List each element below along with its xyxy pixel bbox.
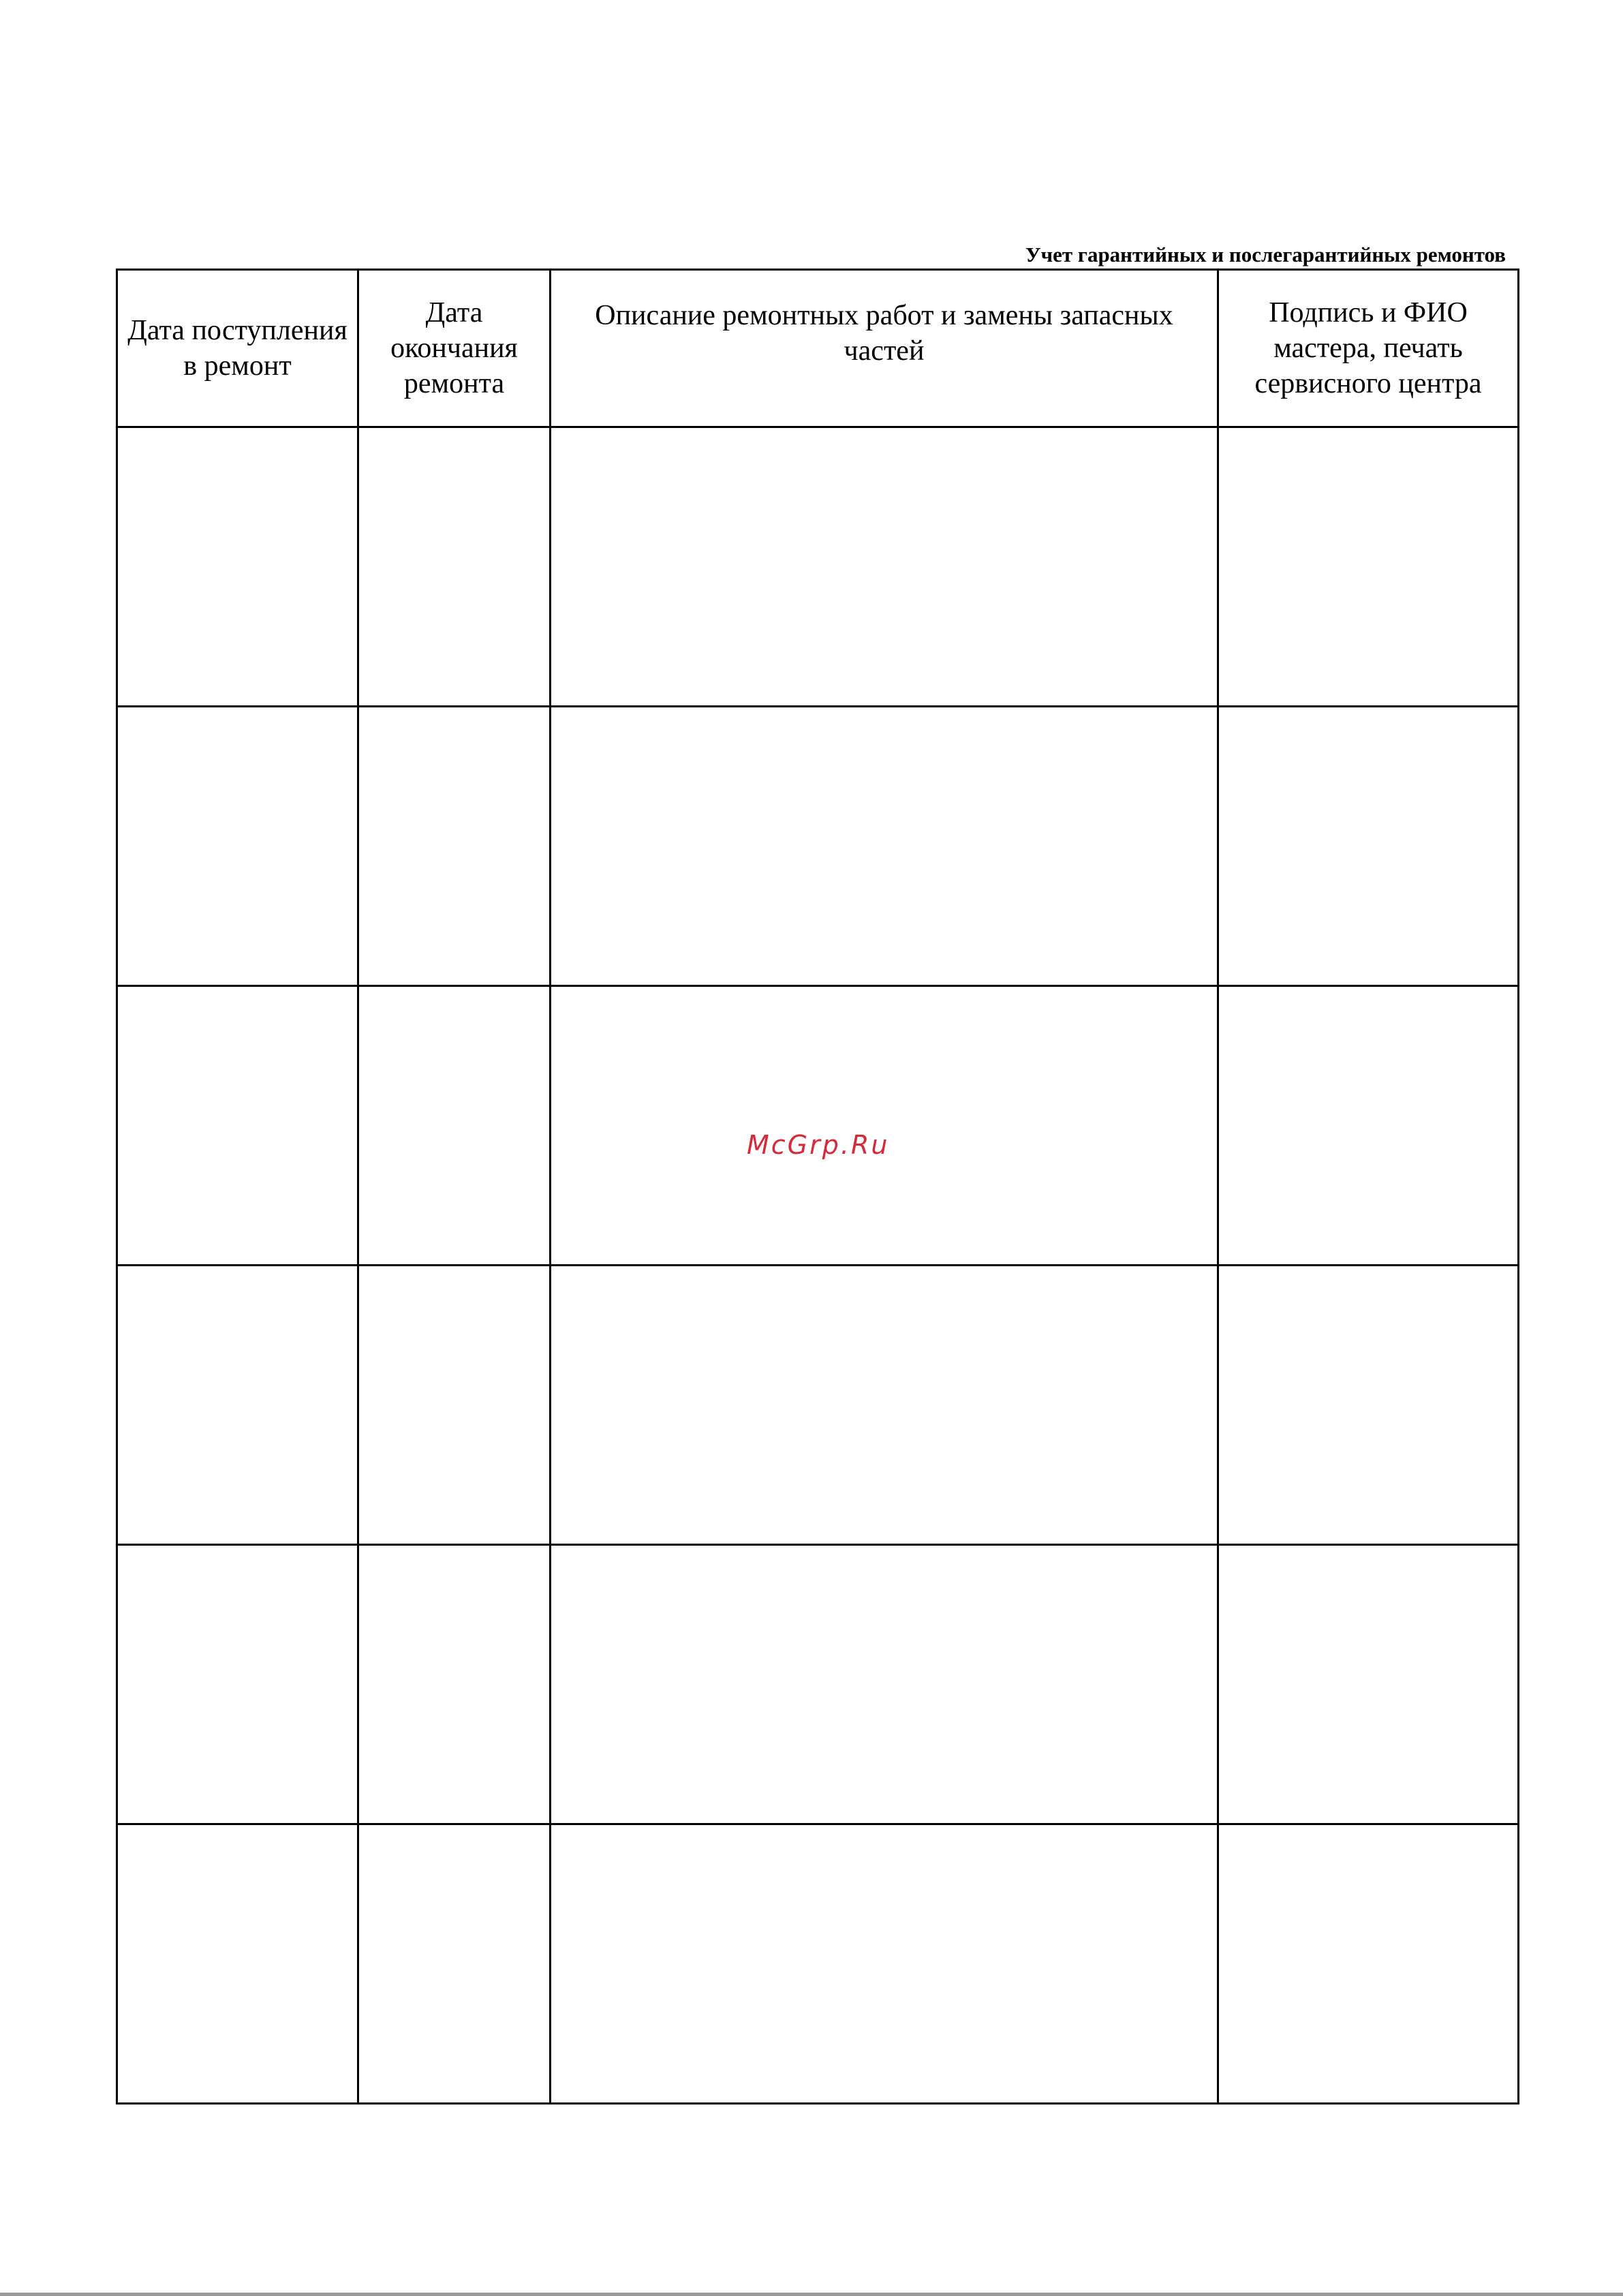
header-master-signature: Подпись и ФИО мастера, печать сервисного центра (1218, 270, 1519, 427)
cell-repair-description (551, 707, 1218, 986)
cell-repair-description (551, 986, 1218, 1266)
cell-repair-description (551, 427, 1218, 707)
page-bottom-divider (0, 2293, 1623, 2296)
cell-date-completed (358, 1266, 551, 1545)
header-date-completed: Дата окончания ремонта (358, 270, 551, 427)
table-row (117, 986, 1519, 1266)
cell-repair-description (551, 1266, 1218, 1545)
table-row (117, 1824, 1519, 2104)
cell-date-completed (358, 1545, 551, 1824)
repair-log-table (116, 269, 1519, 2104)
watermark-text: McGrp.Ru (747, 1130, 890, 1160)
cell-master-signature (1218, 1266, 1519, 1545)
table-row (117, 1266, 1519, 1545)
header-repair-description: Описание ремонтных работ и замены запасных частей (551, 270, 1218, 427)
cell-repair-description (551, 1824, 1218, 2104)
cell-master-signature (1218, 427, 1519, 707)
cell-date-completed (358, 986, 551, 1266)
table-header-row (117, 270, 1519, 427)
cell-date-received (117, 1545, 358, 1824)
cell-date-received (117, 986, 358, 1266)
header-date-received: Дата поступления в ремонт (117, 270, 358, 427)
table-row (117, 427, 1519, 707)
cell-master-signature (1218, 1824, 1519, 2104)
cell-master-signature (1218, 986, 1519, 1266)
cell-date-received (117, 427, 358, 707)
table-row (117, 1545, 1519, 1824)
cell-date-completed (358, 707, 551, 986)
table-row (117, 707, 1519, 986)
cell-master-signature (1218, 1545, 1519, 1824)
cell-date-completed (358, 1824, 551, 2104)
cell-date-received (117, 1824, 358, 2104)
page-title: Учет гарантийных и послегарантийных ремонтов (1025, 243, 1506, 266)
cell-date-received (117, 707, 358, 986)
cell-date-completed (358, 427, 551, 707)
cell-date-received (117, 1266, 358, 1545)
cell-repair-description (551, 1545, 1218, 1824)
cell-master-signature (1218, 707, 1519, 986)
